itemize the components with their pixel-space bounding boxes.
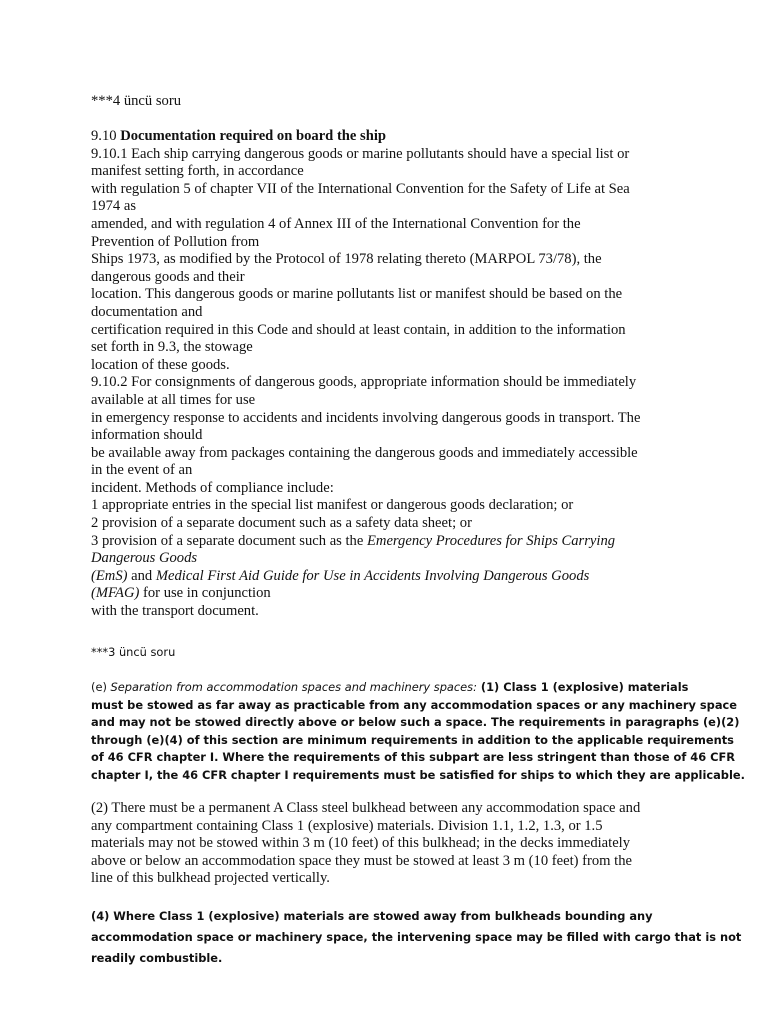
question-3-heading xyxy=(91,645,175,659)
paragraph-e-first-text: (1) Class 1 (explosive) materials xyxy=(476,680,689,694)
mfag-abbrev: (MFAG) xyxy=(91,585,140,602)
text-line: Prevention of Pollution from xyxy=(91,233,260,250)
text-line: and may not be stowed directly above or below such a space. The requirements in paragraphs (e)(2) xyxy=(91,715,740,730)
text-line: accommodation space or machinery space, the intervening space may be filled with cargo that is not xyxy=(91,929,742,944)
ems-abbrev: (EmS) xyxy=(91,567,128,584)
text-line: 9.10.2 For consignments of dangerous goods, appropriate information should be immediately xyxy=(91,374,637,391)
question-3-label: ***3 üncü soru xyxy=(91,645,176,659)
text-line: line of this bulkhead projected vertically. xyxy=(91,870,330,887)
text-line: 9.10.1 Each ship carrying dangerous goods or marine pollutants should have a special list or xyxy=(91,145,630,162)
text-line: certification required in this Code and should at least contain, in addition to the information xyxy=(91,321,626,338)
for-use-text: for use in conjunction xyxy=(139,585,271,602)
text-line: incident. Methods of compliance include: xyxy=(91,479,334,496)
text-line xyxy=(91,679,691,697)
mfag-title: Medical First Aid Guide for Use in Accidents Involving Dangerous Goods xyxy=(155,567,590,584)
text-line: location. This dangerous goods or marine pollutants list or manifest should be based on the xyxy=(91,286,623,303)
question-4-heading xyxy=(91,93,181,111)
text-line xyxy=(91,568,640,586)
text-line: dangerous goods and their xyxy=(91,268,245,285)
text-line: 2 provision of a separate document such as a safety data sheet; or xyxy=(91,515,472,532)
text-line: chapter I, the 46 CFR chapter I requirements must be satisfied for ships to which they are applicable. xyxy=(91,767,745,782)
item-3-prefix: 3 provision of a separate document such as the xyxy=(91,532,367,549)
cfr-paragraph-4 xyxy=(91,906,742,968)
section-number: 9.10 xyxy=(91,128,121,144)
text-line: in the event of an xyxy=(91,462,193,479)
text-line: readily combustible. xyxy=(91,950,223,965)
text-line: (4) Where Class 1 (explosive) materials are stowed away from bulkheads bounding any xyxy=(91,909,653,923)
cfr-paragraph-e xyxy=(91,679,745,785)
text-line: manifest setting forth, in accordance xyxy=(91,163,304,180)
text-line: (2) There must be a permanent A Class steel bulkhead between any accommodation space and xyxy=(91,800,641,816)
text-line: amended, and with regulation 4 of Annex III of the International Convention for the xyxy=(91,215,581,232)
text-line xyxy=(91,533,640,551)
text-line: with the transport document. xyxy=(91,603,259,620)
text-line xyxy=(91,585,640,603)
paragraph-e-title: Separation from accommodation spaces and machinery spaces: xyxy=(110,680,477,694)
text-line: 1 appropriate entries in the special list manifest or dangerous goods declaration; or xyxy=(91,497,574,514)
text-line: documentation and xyxy=(91,303,203,320)
section-heading xyxy=(91,128,640,146)
section-title: Documentation required on board the ship xyxy=(120,128,387,144)
text-line: information should xyxy=(91,427,203,444)
text-line: Ships 1973, as modified by the Protocol of 1978 relating thereto (MARPOL 73/78), the xyxy=(91,251,602,268)
cfr-paragraph-2 xyxy=(91,800,691,888)
text-line: with regulation 5 of chapter VII of the International Convention for the Safety of Life at Sea xyxy=(91,180,630,197)
text-line: must be stowed as far away as practicable from any accommodation spaces or any machinery space xyxy=(91,697,737,712)
text-line: available at all times for use xyxy=(91,391,256,408)
text-line: any compartment containing Class 1 (explosive) materials. Division 1.1, 1.2, 1.3, or 1.5 xyxy=(91,817,603,834)
text-line: of 46 CFR chapter I. Where the requirements of this subpart are less stringent than those of 46 CFR xyxy=(91,750,736,765)
imdg-section-9-10 xyxy=(91,128,640,621)
text-line: be available away from packages containing the dangerous goods and immediately accessible xyxy=(91,444,638,461)
text-line: location of these goods. xyxy=(91,356,230,373)
text-line: set forth in 9.3, the stowage xyxy=(91,339,253,356)
text-line: materials may not be stowed within 3 m (10 feet) of this bulkhead; in the decks immediately xyxy=(91,835,631,852)
paragraph-e-prefix: (e) xyxy=(91,680,111,694)
ems-title-part-1: Emergency Procedures for Ships Carrying xyxy=(366,532,616,549)
text-line: through (e)(4) of this section are minimum requirements in addition to the applicable requirements xyxy=(91,732,734,747)
and-word: and xyxy=(127,567,156,584)
text-line: in emergency response to accidents and incidents involving dangerous goods in transport. The xyxy=(91,409,641,426)
question-4-label: ***4 üncü soru xyxy=(91,93,181,109)
text-line: 1974 as xyxy=(91,198,136,215)
text-line: above or below an accommodation space they must be stowed at least 3 m (10 feet) from the xyxy=(91,852,633,869)
ems-title-part-2: Dangerous Goods xyxy=(91,550,198,567)
